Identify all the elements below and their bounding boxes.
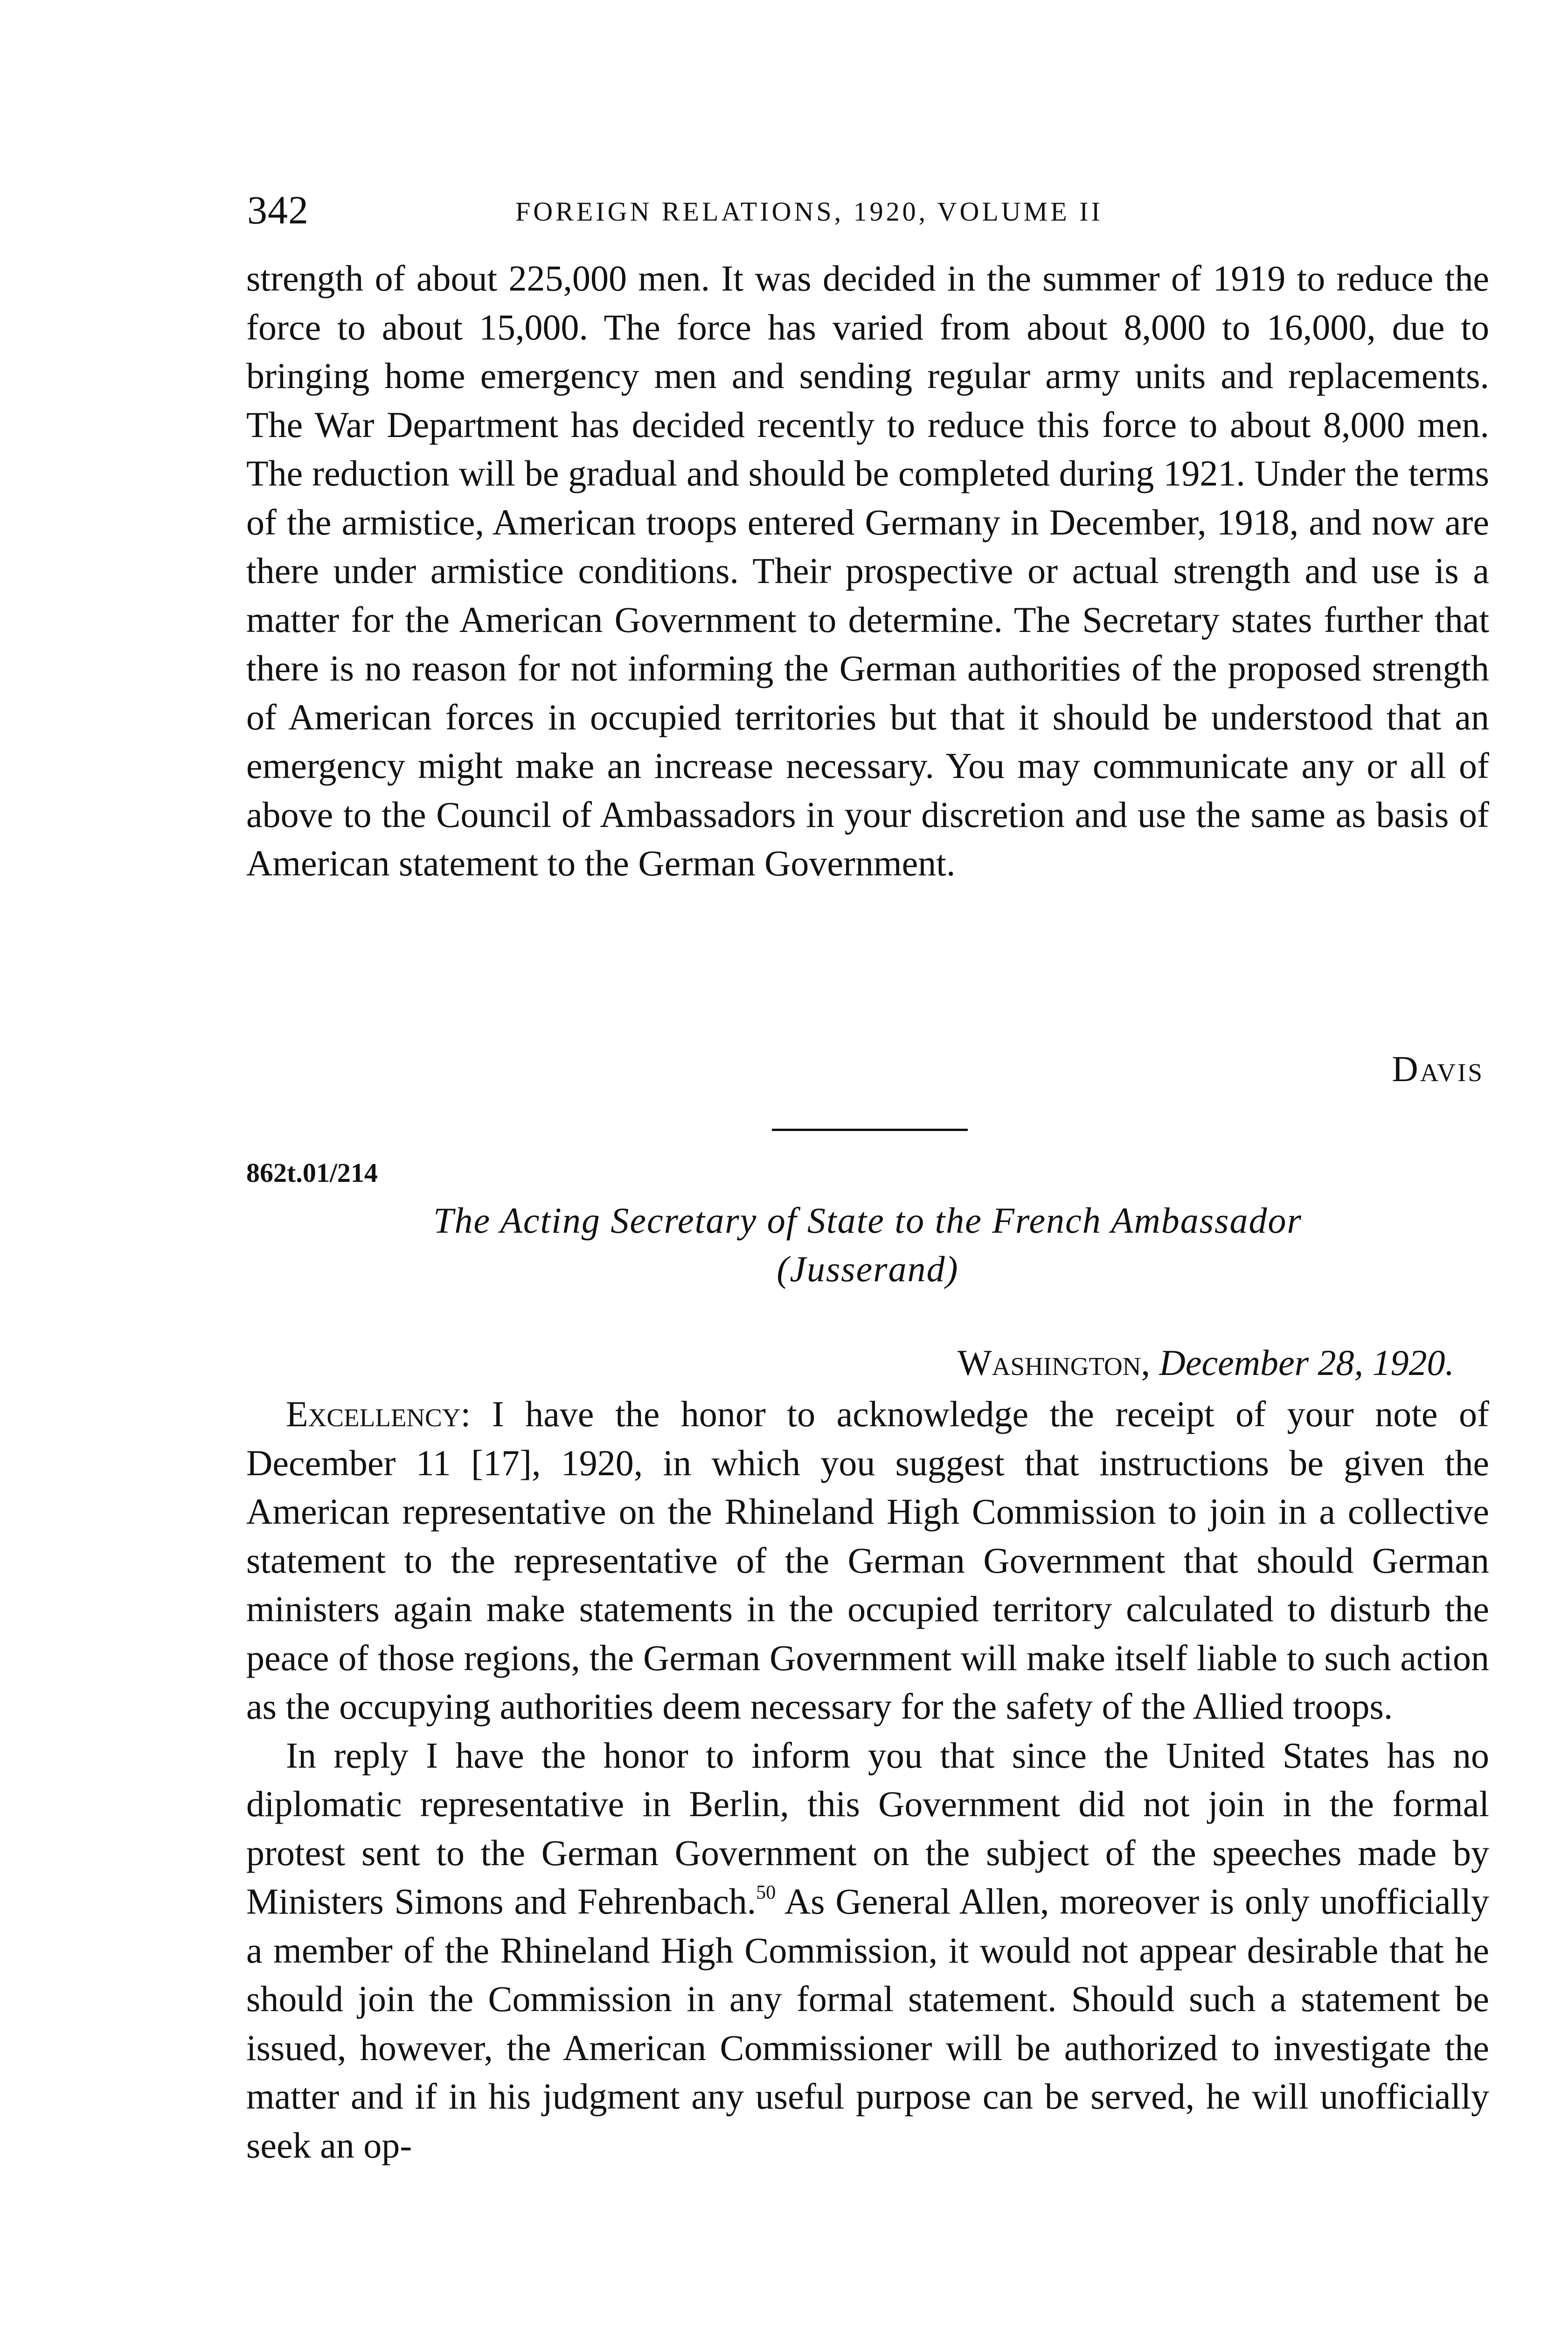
continuation-text (246, 254, 1489, 888)
running-title: FOREIGN RELATIONS, 1920, VOLUME II (515, 196, 1103, 227)
file-number: 862t.01/214 (246, 1158, 378, 1188)
letter-paragraph-2-text-b: As General Allen, moreover is only unofficially a member of the Rhineland High Commission, it would not appear desirable that he should join the Commission in any formal statement. Should such a statement be issued, however, the American Commissioner will be authorized to investigate the matter and if in his judgment any useful purpose can be served, he will unofficially seek an op- (246, 1881, 1489, 2165)
letter-paragraph-1-text: I have the honor to acknowledge the receipt of your note of December 11 [17], 1920, in which you suggest that instructions be given the American representative on the Rhineland High Commission to join in a collective statement to the representative of the German Government that should German ministers again make statements in the occupied territory calculated to disturb the peace of those regions, the German Government will make itself liable to such action as the occupying authorities deem necessary for the safety of the Allied troops. (246, 1394, 1489, 1727)
signature: Davis (1392, 1048, 1484, 1089)
document-title (246, 1196, 1489, 1293)
section-divider (772, 1129, 968, 1131)
document-title-line-2: (Jusserand) (777, 1249, 959, 1289)
dateline-date: December 28, 1920. (1159, 1342, 1454, 1383)
continuation-paragraph: strength of about 225,000 men. It was decided in the summer of 1919 to reduce the force to about 15,000. The force has varied from about 8,000 to 16,000, due to bringing home emergency men and sending regular army units and replacements. The War Department has decided recently to reduce this force to about 8,000 men. The reduction will be gradual and should be completed during 1921. Under the terms of the armistice, American troops entered Germany in December, 1918, and now are there under armistice conditions. Their prospective or actual strength and use is a matter for the American Government to determine. The Secretary states further that there is no reason for not informing the German authorities of the proposed strength of American forces in occupied territories but that it should be understood that an emergency might make an increase necessary. You may communicate any or all of above to the Council of Ambassadors in your discretion and use the same as basis of American statement to the German Government. (246, 258, 1489, 883)
page-header (247, 184, 1357, 236)
page-number: 342 (247, 187, 309, 232)
footnote-reference: 50 (756, 1882, 776, 1903)
document-title-line-1: The Acting Secretary of State to the French Ambassador (433, 1200, 1302, 1241)
dateline (246, 1339, 1454, 1387)
dateline-place: Washington, (957, 1342, 1150, 1383)
letter-paragraph-2 (246, 1731, 1489, 2170)
salutation: Excellency: (286, 1394, 471, 1434)
letter-paragraph-2-text-a: In reply I have the honor to inform you that since the United States has no diplomatic representative in Berlin, this Government did not join in the formal protest sent to the German Government on the subject of the speeches made by Ministers Simons and Fehrenbach. (246, 1735, 1489, 1922)
letter-paragraph-1 (246, 1390, 1489, 1731)
letter-body (246, 1390, 1489, 2170)
